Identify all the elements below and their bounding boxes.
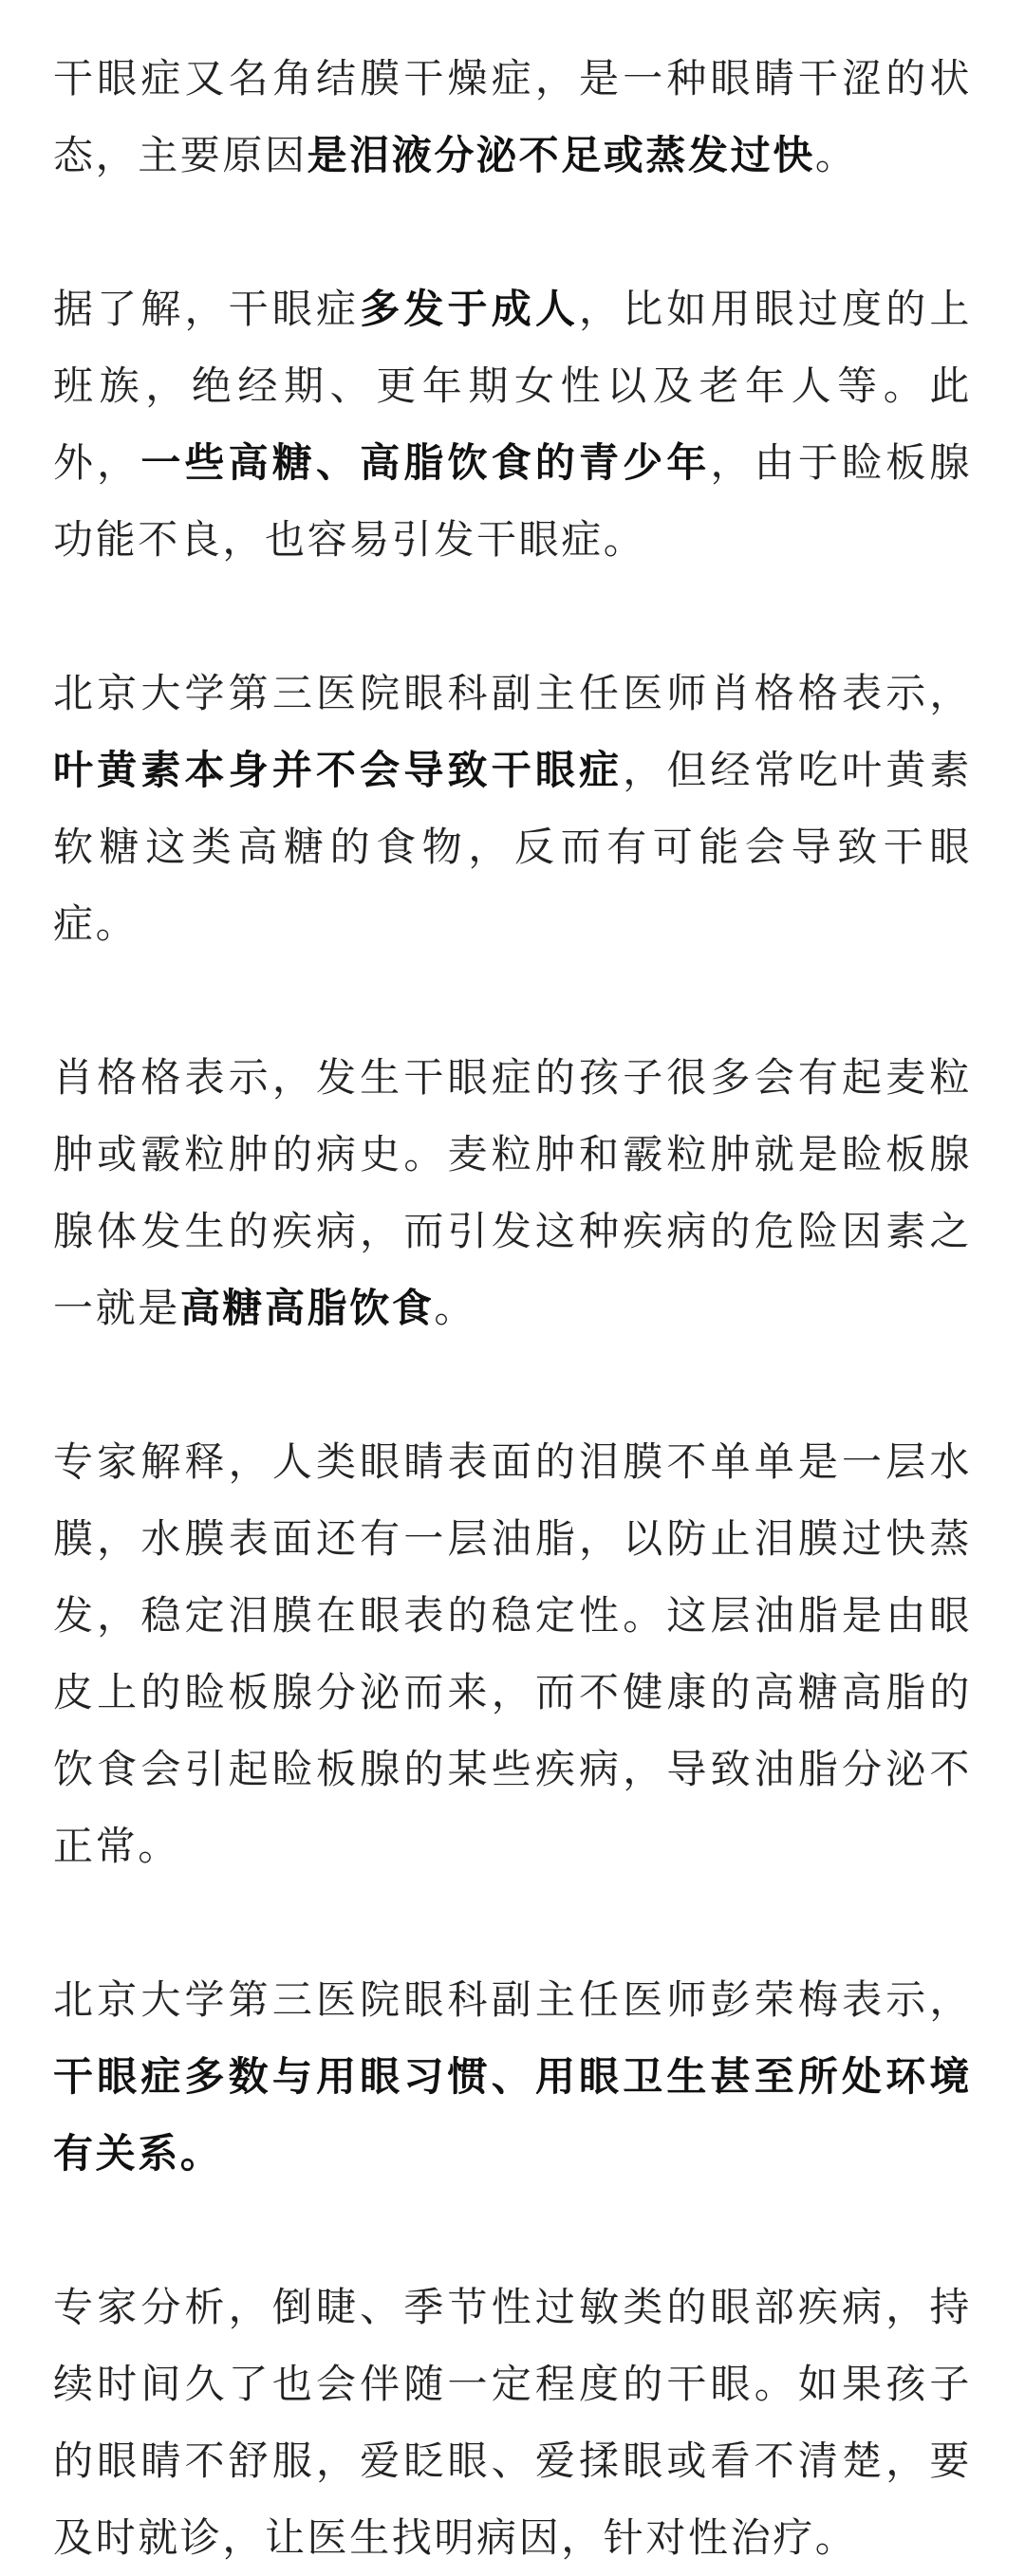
text-segment: 。	[434, 1285, 477, 1331]
paragraph-1	[53, 40, 972, 194]
paragraph-7	[53, 2269, 972, 2576]
text-segment: ，但经常吃叶黄素软糖这类高糖的食物，反而有可能会导致干眼症。	[53, 747, 972, 947]
bold-segment: 是泪液分泌不足或蒸发过快	[307, 132, 815, 178]
bold-segment: 干眼症多数与用眼习惯、用眼卫生甚至所处环境有关系。	[53, 2053, 972, 2177]
paragraph-6	[53, 1961, 972, 2192]
paragraph-2	[53, 270, 972, 578]
paragraph-3	[53, 655, 972, 962]
text-segment: ，由于睑板腺功能不良，也容易引发干眼症。	[53, 439, 972, 563]
bold-segment: 多发于成人	[360, 286, 580, 332]
text-segment: 。	[814, 132, 858, 178]
text-segment: ，比如用眼过度的上班族，绝经期、更年期女性以及老年人等。此外，	[53, 286, 972, 486]
text-segment: 据了解，干眼症	[53, 286, 361, 332]
paragraph-4	[53, 1039, 972, 1346]
bold-segment: 叶黄素本身并不会导致干眼症	[53, 747, 624, 793]
text-segment: 北京大学第三医院眼科副主任医师彭荣梅表示，	[53, 1976, 972, 2023]
text-segment: 专家解释，人类眼睛表面的泪膜不单单是一层水膜，水膜表面还有一层油脂，以防止泪膜过快蒸发，稳定泪膜在眼表的稳定性。这层油脂是由眼皮上的睑板腺分泌而来，而不健康的高糖高脂的饮食会引起睑板腺的某些疾病，导致油脂分泌不正常。	[53, 1438, 972, 1869]
bold-segment: 一些高糖、高脂饮食的青少年	[140, 439, 711, 486]
bold-segment: 高糖高脂饮食	[179, 1285, 435, 1331]
paragraph-5	[53, 1423, 972, 1884]
text-segment: 肖格格表示，发生干眼症的孩子很多会有起麦粒肿或霰粒肿的病史。麦粒肿和霰粒肿就是睑板腺腺体发生的疾病，而引发这种疾病的危险因素之一就是	[53, 1054, 972, 1331]
text-segment: 北京大学第三医院眼科副主任医师肖格格表示，	[53, 670, 972, 716]
text-segment: 干眼症又名角结膜干燥症，是一种眼睛干涩的状态，主要原因	[53, 55, 972, 178]
text-segment: 专家分析，倒睫、季节性过敏类的眼部疾病，持续时间久了也会伴随一定程度的干眼。如果孩子的眼睛不舒服，爱眨眼、爱揉眼或看不清楚，要及时就诊，让医生找明病因，针对性治疗。	[53, 2284, 972, 2561]
